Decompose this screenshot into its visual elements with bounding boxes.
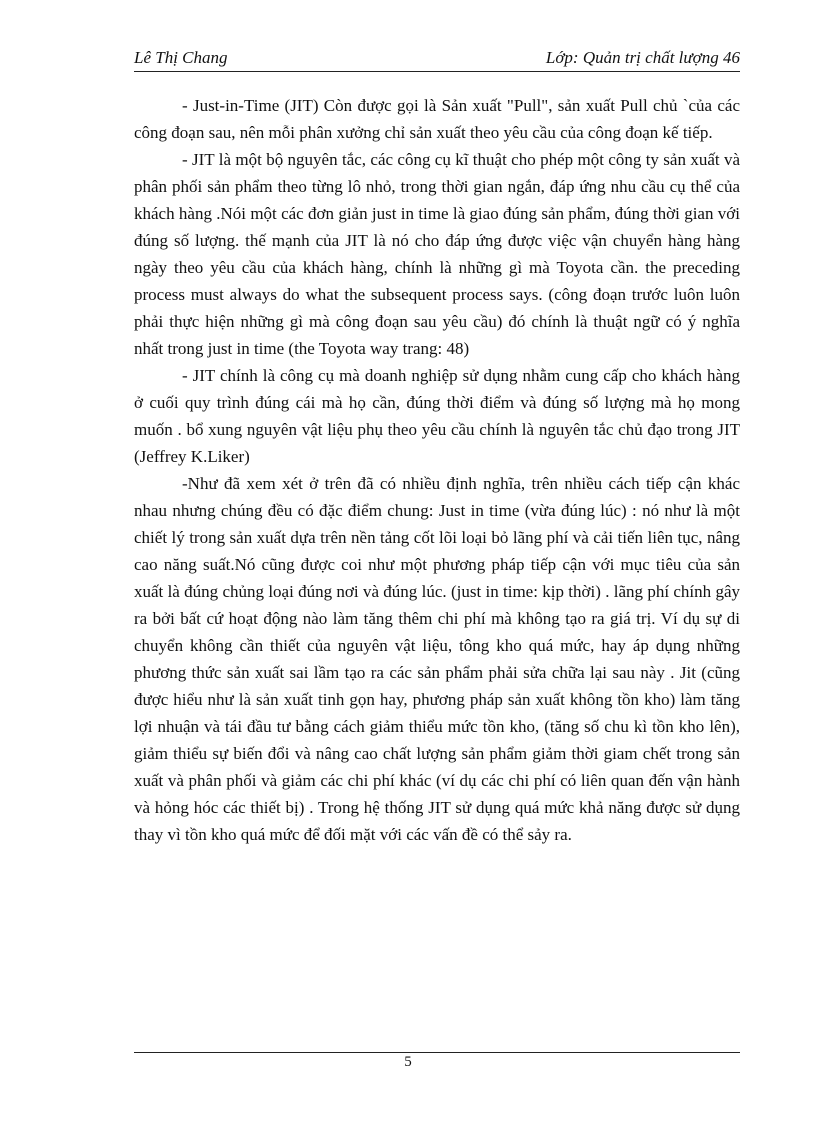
page-number: 5 (404, 1054, 412, 1070)
header-divider (134, 71, 740, 72)
header-author: Lê Thị Chang (134, 48, 228, 67)
paragraph-jit-pull: - Just-in-Time (JIT) Còn được gọi là Sản xuất "Pull", sản xuất Pull chủ `của các công đoạn sau, nên mỗi phân xưởng chỉ sản xuất theo yêu cầu của công đoạn kế tiếp. (134, 96, 740, 142)
paragraph-jit-principles: - JIT là một bộ nguyên tắc, các công cụ kĩ thuật cho phép một công ty sản xuất và phân phối sản phẩm theo từng lô nhỏ, trong thời gian ngắn, đáp ứng nhu cầu cụ thể của khách hàng .Nói một các đơn giản just in time là giao đúng sản phẩm, đúng thời gian với đúng số lượng. thế mạnh của JIT là nó cho đáp ứng được việc vận chuyển hàng hàng ngày theo yêu cầu của khách hàng, chính là những gì mà Toyota cần. the preceding process must always do what the subsequent process says. (công đoạn trước luôn luôn phải thực hiện những gì mà công đoạn sau yêu cầu) đó chính là thuật ngữ có ý nghĩa nhất trong just in time (the Toyota way trang: 48) (134, 150, 740, 358)
paragraph-jit-definition: -Như đã xem xét ở trên đã có nhiều định nghĩa, trên nhiều cách tiếp cận khác nhau nhưng chúng đều có đặc điểm chung: Just in time (vừa đúng lúc) : nó như là một chiết lý trong sản xuất dựa trên nền tảng cốt lõi loại bỏ lãng phí và cải tiến liên tục, nâng cao năng suất.Nó cũng được coi như một phương pháp tiếp cận với mục tiêu của sản xuất là đúng chủng loại đúng nơi và đúng lúc. (just in time: kịp thời) . lãng phí chính gây ra bởi bất cứ hoạt động nào làm tăng thêm chi phí mà không tạo ra giá trị. Ví dụ sự di chuyển không cần thiết của nguyên vật liệu, tông kho quá mức, hay áp dụng những phương thức sản xuất sai lầm tạo ra các sản phẩm phải sửa chữa lại sau này . Jit (cũng được hiểu như là sản xuất tinh gọn hay, phương pháp sản xuất không tồn kho) làm tăng lợi nhuận và tái đầu tư bằng cách giảm thiểu mức tồn kho, (tăng số chu kì tồn kho lên), giảm thiểu sự biến đổi và nâng cao chất lượng sản phẩm giảm thời giam chết trong sản xuất và phân phối và giảm các chi phí khác (ví dụ các chi phí có liên quan đến vận hành và hỏng hóc các thiết bị) . Trong hệ thống JIT sử dụng quá mức khả năng được sử dụng thay vì tồn kho quá mức để đối mặt với các vấn đề có thể sảy ra. (134, 474, 740, 844)
document-body (134, 92, 740, 848)
footer-divider (134, 1052, 740, 1053)
paragraph-jit-tool: - JIT chính là công cụ mà doanh nghiệp sử dụng nhằm cung cấp cho khách hàng ở cuối quy trình đúng cái mà họ cần, đúng thời điểm và đúng số lượng mà họ mong muốn . bổ xung nguyên vật liệu phụ theo yêu cầu chính là nguyên tắc chủ đạo trong JIT (Jeffrey K.Liker) (134, 366, 740, 466)
page-header (134, 48, 740, 72)
header-class: Lớp: Quản trị chất lượng 46 (545, 48, 740, 67)
